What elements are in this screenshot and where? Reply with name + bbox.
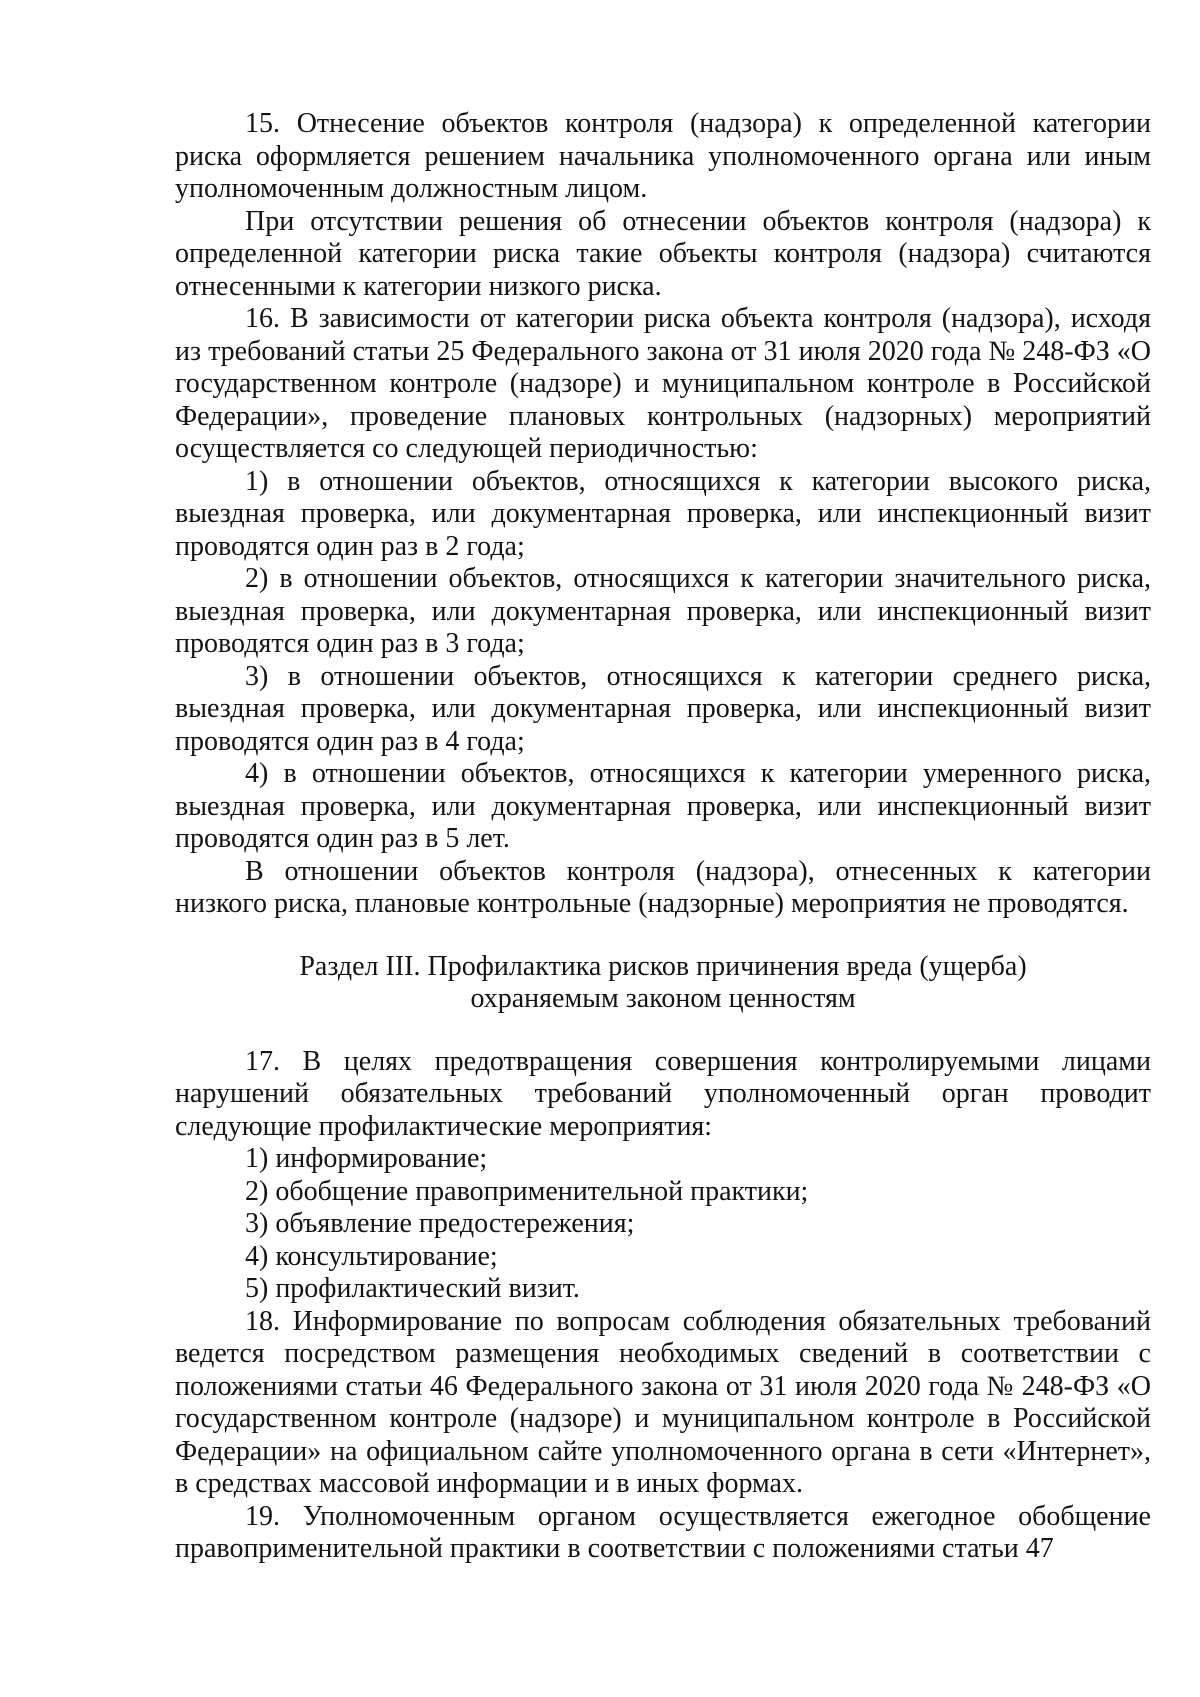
list-item-consulting: 4) консультирование; — [245, 1240, 498, 1272]
list-item-significant-risk: 2) в отношении объектов, относящихся к категории значительного риска, выездная проверка, или документарная проверка, или инспекционный визит проводятся один раз в 3 года; — [175, 563, 1151, 659]
paragraph-16: 16. В зависимости от категории риска объекта контроля (надзора), исходя из требований статьи 25 Федерального закона от 31 июля 2020 года № 248-ФЗ «О государственном контроле (надзоре) и муниципальном контроле в Российской Федерации», проведение плановых контрольных (надзорных) мероприятий осуществляется со следующей периодичностью: — [175, 303, 1151, 464]
section-heading — [175, 951, 1151, 1016]
paragraphs-top — [175, 108, 1151, 921]
list-item-preventive-visit: 5) профилактический визит. — [245, 1273, 580, 1304]
list-item-warning: 3) объявление предостережения; — [245, 1208, 635, 1239]
paragraph-low-risk: В отношении объектов контроля (надзора), отнесенных к категории низкого риска, плановые контрольные (надзорные) мероприятия не проводятся. — [175, 855, 1151, 919]
paragraph-18: 18. Информирование по вопросам соблюдения обязательных требований ведется посредством размещения необходимых сведений в соответствии с положениями статьи 46 Федерального закона от 31 июля 2020 года № 248-ФЗ «О государственном контроле (надзоре) и муниципальном контроле в Российской Федерации» на официальном сайте уполномоченного органа в сети «Интернет», в средствах массовой информации и в иных формах. — [175, 1305, 1151, 1499]
paragraph-15: 15. Отнесение объектов контроля (надзора) к определенной категории риска оформляется решением начальника уполномоченного органа или иным уполномоченным должностным лицом. — [175, 108, 1151, 204]
section-heading-line-2: охраняемым законом ценностям — [470, 983, 856, 1014]
list-item-high-risk: 1) в отношении объектов, относящихся к категории высокого риска, выездная проверка, или документарная проверка, или инспекционный визит проводятся один раз в 2 года; — [175, 465, 1151, 562]
paragraphs-bottom — [175, 1046, 1151, 1566]
list-item-moderate-risk: 4) в отношении объектов, относящихся к категории умеренного риска, выездная проверка, или документарная проверка, или инспекционный визит проводятся один раз в 5 лет. — [175, 758, 1151, 854]
document-page — [175, 108, 1151, 1566]
section-heading-line-1: Раздел III. Профилактика рисков причинения вреда (ущерба) — [299, 950, 1027, 982]
paragraph-17: 17. В целях предотвращения совершения контролируемыми лицами нарушений обязательных требований уполномоченный орган проводит следующие профилактические мероприятия: — [175, 1045, 1151, 1142]
paragraph-no-decision: При отсутствии решения об отнесении объектов контроля (надзора) к определенной категории риска такие объекты контроля (надзора) считаются отнесенными к категории низкого риска. — [175, 205, 1151, 302]
paragraph-19: 19. Уполномоченным органом осуществляется ежегодное обобщение правоприменительной практики в соответствии с положениями статьи 47 — [175, 1500, 1151, 1564]
list-item-medium-risk: 3) в отношении объектов, относящихся к категории среднего риска, выездная проверка, или документарная проверка, или инспекционный визит проводятся один раз в 4 года; — [175, 660, 1151, 757]
list-item-informing: 1) информирование; — [245, 1143, 488, 1174]
list-item-generalization: 2) обобщение правоприменительной практики; — [245, 1175, 809, 1207]
